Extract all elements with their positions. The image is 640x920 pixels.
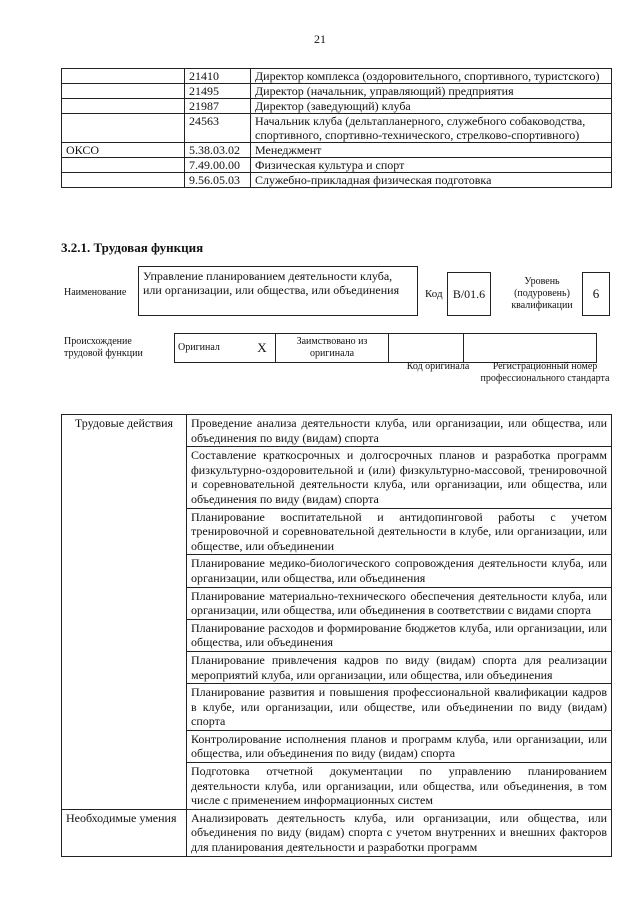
classifier-cell [62,69,185,84]
table-row [62,173,612,188]
table-row [175,334,597,363]
name-cell: Физическая культура и спорт [251,158,612,173]
section-title: 3.2.1. Трудовая функция [61,240,204,255]
table-row [62,69,612,84]
original-code-cell [389,334,464,363]
code-cell: 7.49.00.00 [185,158,251,173]
skills-label-cell: Необходимые умения [62,809,187,856]
name-cell: Служебно-прикладная физическая подготовка [251,173,612,188]
code-label: Код [425,288,443,300]
action-cell: Планирование расходов и формирование бюджетов клуба, или организации, или общества, или объединения [187,619,612,651]
action-cell: Планирование воспитательной и антидопинговой работы с учетом тренировочной и соревновательной деятельности в клубе, или организации, или обществе, или объединении [187,508,612,555]
codes-table [61,68,612,188]
table-row [62,809,612,856]
classifier-cell: ОКСО [62,143,185,158]
action-cell: Планирование развития и повышения профессиональной квалификации кадров в клубе, или организации, или обществе, или объединении по виду (видам) спорта [187,684,612,731]
classifier-cell [62,114,185,143]
function-code-box: B/01.6 [447,272,491,316]
action-cell: Планирование привлечения кадров по виду (видам) спорта для реализации мероприятий клуба, или организации, или общества, или объединения [187,651,612,683]
code-cell: 5.38.03.02 [185,143,251,158]
original-mark-cell: X [249,334,276,363]
name-cell: Менеджмент [251,143,612,158]
table-row [62,158,612,173]
name-cell: Директор (начальник, управляющий) предприятия [251,84,612,99]
classifier-cell [62,158,185,173]
table-row [62,415,612,447]
original-label-cell: Оригинал [175,334,250,363]
function-name-box: Управление планированием деятельности клуба, или организации, или общества, или объединения [138,266,418,316]
table-row [62,84,612,99]
origin-label: Происхождение трудовой функции [64,336,143,359]
actions-label-cell: Трудовые действия [62,415,187,810]
name-cell: Начальник клуба (дельтапланерного, служебного собаководства, спортивного, спортивно-технического, стрелково-спортивного) [251,114,612,143]
table-row [62,99,612,114]
code-cell: 21987 [185,99,251,114]
classifier-cell [62,173,185,188]
action-cell: Планирование медико-биологического сопровождения деятельности клуба, или организации, или общества, или объединения [187,555,612,587]
reg-caption: Регистрационный номер профессионального стандарта [480,361,610,384]
table-row [62,114,612,143]
code-cell: 21495 [185,84,251,99]
code-cell: 9.56.05.03 [185,173,251,188]
name-cell: Директор (заведующий) клуба [251,99,612,114]
level-label: Уровень (подуровень) квалификации [511,276,573,311]
skill-cell: Анализировать деятельность клуба, или организации, или общества, или объединения по виду (видам) спорта с учетом внутренних и внешних факторов для планирования деятельности и разработки программ [187,809,612,856]
action-cell: Проведение анализа деятельности клуба, или организации, или общества, или объединения по виду (видам) спорта [187,415,612,447]
page-number: 21 [314,32,326,46]
action-cell: Планирование материально-технического обеспечения деятельности клуба, или организации, или общества, или объединения в соответствии с видами спорта [187,587,612,619]
reg-number-cell [464,334,597,363]
name-cell: Директор комплекса (оздоровительного, спортивного, туристского) [251,69,612,84]
code-caption: Код оригинала [406,361,470,372]
labour-function-table [61,414,612,857]
table-row [62,143,612,158]
origin-table [174,333,597,363]
action-cell: Контролирование исполнения планов и программ клуба, или организации, или общества, или объединения по виду (видам) спорта [187,730,612,762]
classifier-cell [62,99,185,114]
code-cell: 24563 [185,114,251,143]
code-cell: 21410 [185,69,251,84]
classifier-cell [62,84,185,99]
action-cell: Подготовка отчетной документации по управлению планированием деятельности клуба, или организации, или общества, или объединения, в том числе с применением информационных систем [187,763,612,810]
borrowed-label-cell: Заимствовано из оригинала [276,334,389,363]
name-label: Наименование [64,287,127,298]
level-value-box: 6 [582,272,610,316]
action-cell: Составление краткосрочных и долгосрочных планов и разработка программ физкультурно-оздоровительной и (или) физкультурно-массовой, тренировочной и соревновательной деятельности клуба, или организации, или общества, или объединения по виду (видам) спорта [187,447,612,508]
